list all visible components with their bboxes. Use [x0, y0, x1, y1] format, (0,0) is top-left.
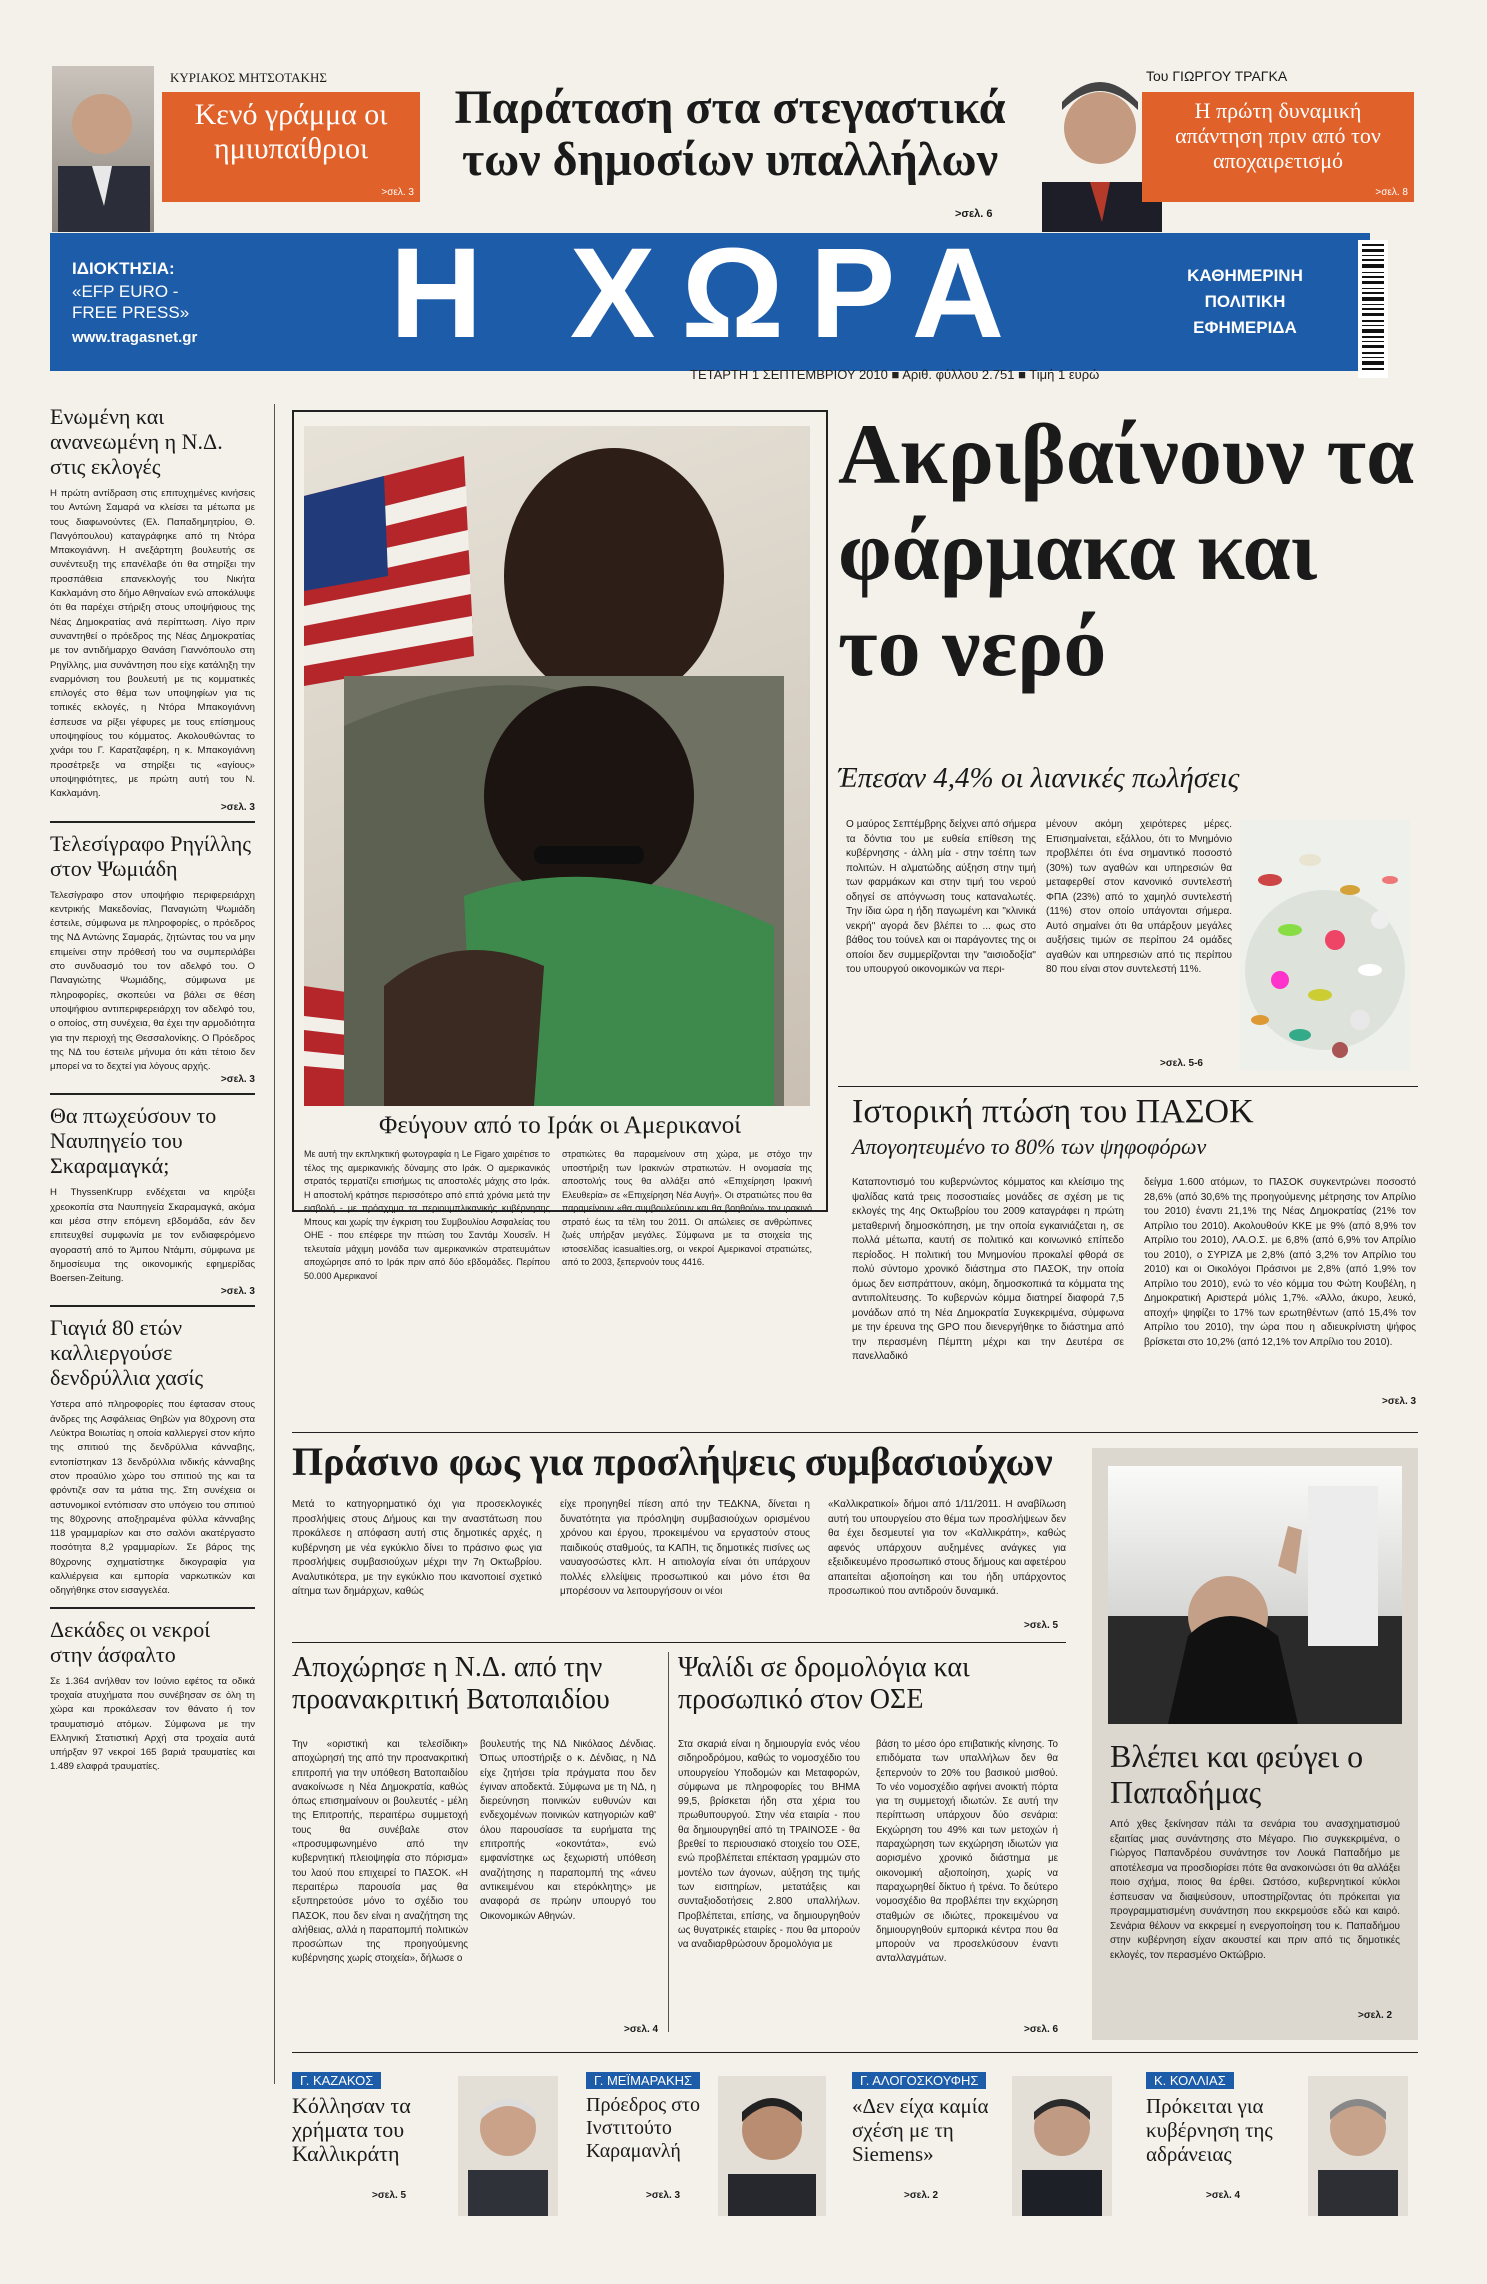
- main-story-col1: Ο μαύρος Σεπτέμβρης δείχνει από σήμερα τα δόντια του με ευθεία επίθεση της κυβέρνησης - άλλη μία - στην τσέπη των πολιτών. Η αλματώδης αύξηση στην τιμή των φαρμάκων και στην τιμή του νερού οδηγεί σε απόγνωση τους καταναλωτές. Την ίδια ώρα η ήδη παγωμένη και "κλινικά νεκρή" αγορά δεν βλέπει το ... φως στο βάθος του τούνελ και οι παράγοντες της οι οποίοι δεν συμμερίζονται την "αισιοδοξία" του υπουργού οικονομικών να περι-: [846, 819, 1036, 975]
- contract-col3: «Καλλικρατικοί» δήμοι από 1/11/2011. Η αναβίλωση αυτή του υπουργείου στο θέμα των προσλήψεων δεν θα έχει δεσμευτεί για τον «Καλλικράτη», καθώς αφενός υπάρχουν αυξημένες ανάγκες για εξειδικευμένο προσωπικό στους δήμους και αφετέρου απαιτείται αξιοποίηση και του ήδη υπάρχοντος προσωπικού που αντιδρούν δυναμικά.: [828, 1499, 1066, 1597]
- ose-col2: βάση το μέσο όρο επιβατικής κίνησης. Το επιδόματα των υπαλλήλων δεν θα ξεπερνούν το 20% του βασικού μισθού. Το νέο νομοσχέδιο αφήνει ανοικτή πόρτα για τη συμμετοχή ιδιωτών. Σε αυτή την περίπτωση υπάρχουν δύο σενάρια: Εκχώρηση του 49% και των μετοχών ή παραχώρηση των εκχώρηση ιδιωτών για αορισμένο χρονικό διάστημα με οικονομική αξιοποίηση, χωρίς να παραχωρηθεί δίκτυο ή τρένα. Το δεύτερο νομοσχέδιο θα προβλέπει την εκχώρηση σταθμών σε ιδιώτες, προκειμένου να δημιουργηθούν εμπορικά κέντρα που θα μπορούν να προσελκύσουν έναντι ανταλλαγμάτων.: [876, 1739, 1058, 1965]
- bottom-author: Κ. ΚΟΛΛΙΑΣ: [1146, 2072, 1234, 2089]
- left-story-title: Γιαγιά 80 ετών καλλιεργούσε δενδρύλλια χασίς: [50, 1315, 204, 1391]
- barcode-icon: [1358, 240, 1388, 378]
- meimarakis-photo: [718, 2076, 826, 2216]
- contract-col2: είχε προηγηθεί πίεση από την ΤΕΔΚΝΑ, δίνεται η δυνατότητα για πρόσληψη συμβασιούχων ορισμένου χρόνου και έργου, προκειμένου να εργαστούν στους παιδικούς σταθμούς, τα ΚΑΠΗ, τις δημοτικές πισίνες ως ναυαγοσώστες κλπ. Η αιτιολογία είναι ότι υπάρχουν πολλές ελλείψεις προσωπικού και μόνο έτσι θα μπορέσουν να λειτουργήσουν οι νέοι: [560, 1499, 810, 1597]
- ose-ref: >σελ. 6: [1024, 2024, 1059, 2035]
- left-story-ref: >σελ. 3: [220, 1286, 255, 1298]
- left-story-body: Η πρώτη αντίδραση στις επιτυχημένες κινήσεις του Αντώνη Σαμαρά να κλείσει τα μέτωπα με τους διαφωνούντες (Ελ. Παπαδημητρίου, Θ. Πανγόπουλου) καταγράφηκε από τη Ντόρα Μπακογιάννη. Η ανεξάρτητη βουλευτής σε συνέντευξη της επανέλαβε ότι θα στηρίξει την προσπάθεια επανεκλογής του Νικήτα Κακλαμάνη στο δήμο Αθηναίων ενώ αποκάλυψε ότι θα παρέχει στήριξη στους υποψήφιους της Νέας Δημοκρατίας ανά περίπτωση. Λίγο πριν συναντηθεί ο πρόεδρος της Νέας Δημοκρατίας με τον αντιδήμαρχο Θανάση Γιαννόπουλο στη Ρηγίλλης, μια συνάντηση που είχε κατάληξη την εναρμόνιση του βουλευτή με τις κομματικές επιλογές στο θέμα των υποψηφίων για τις τοπικές εκλογές, η Ντόρα Μπακογιάννη έσπευσε να ρίξει γέφυρες με τους επίσημους υποψηφίους του κόμματος. Ακολουθώντας το χνάρι του Γ. Καρατζαφέρη, η κ. Μπακογιάννη προσέτρεξε να στηρίξει τις «αγίους» υποψηφιότητες, με πρώτη αυτή του Ν. Κακλαμάνη.: [50, 488, 255, 800]
- papadimas-box[interactable]: [1092, 1448, 1418, 2040]
- pasok-col1: Καταποντισμό του κυβερνώντος κόμματος και κλείσιμο της ψαλίδας κατά τρεις ποσοστιαίες μονάδες σε σχέση με τις εκλογές της 4ης Οκτωβρίου του 2009 καταγράφει η πρώτη μεταθερινή δημοσκόπηση, με την οποία εγκαινιάζεται η, σε πολλά μέτωπα, καυτή σε πολιτικό και κοινωνικό επίπεδο περίοδος. Η πολιτική του Μνημονίου προκαλεί φθορά σε πολύ σύντομο χρονικό διάστημα στο ΠΑΣΟΚ, την οποία όμως δεν εισπράττουν, ακόμη, δημοσκοπικά τα κόμματα της αντιπολίτευσης. Το κυβερνών κόμμα διατηρεί διαφορά 7,5 μονάδων από τη Νέα Δημοκρατία Συγκεκριμένα, σύμφωνα με την έρευνα της GPO που διενεργήθηκε το διάστημα από την περασμένη Πέμπτη μέχρι και την Δευτέρα σε πανελλαδικό: [852, 1177, 1124, 1362]
- left-story-5[interactable]: [50, 1617, 255, 1775]
- portrait-icon: [1308, 2076, 1408, 2216]
- kazakos-photo: [458, 2076, 558, 2216]
- pasok-col2: δείγμα 1.600 ατόμων, το ΠΑΣΟΚ συγκεντρώνει ποσοστό 28,6% (από 30,6% της προηγούμενης μέτρησης τον Απρίλιο του 2010) έναντι 21,1% της Νέας Δημοκρατίας (21% τον Απρίλιο του 2010). Ακολουθούν ΚΚΕ με 9% (από 8,9% τον Απρίλιο του 2010), ΛΑ.Ο.Σ. με 6,8% (από 6,9% τον Απρίλιο του 2010), ο ΣΥΡΙΖΑ με 2,8% (από 3,2% τον Απρίλιο του 2010) και οι Οικολόγοι Πράσινοι με 2,8% (από 1,9% τον Απρίλιο του 2010), ενώ το νέο κόμμα του Φώτη Κουβέλη, η Δημοκρατική Αριστερά μόλις 1,7%. «Άλλο, άκυρο, λευκό, αποχή» ψηφίζει το 17% των ερωτηθέντων (από 15,4% τον Απρίλιο του 2010), την ώρα που η αδιευκρίνιστη ψήφος βρίσκεται στο 10,2% (από 12,1% τον Απρίλιο του 2010).: [1144, 1177, 1416, 1348]
- main-story-ref: >σελ. 5-6: [1160, 1058, 1203, 1069]
- us-flag-icon: [304, 456, 474, 686]
- iraq-photo-frame: [292, 410, 828, 1281]
- top-right-teaser[interactable]: [1142, 92, 1414, 202]
- bottom-title: Κόλλησαν τα χρήματα του Καλλικράτη: [292, 2093, 411, 2166]
- iraq-photo[interactable]: [304, 426, 810, 1106]
- main-headline[interactable]: Ακριβαίνουν τα φάρμακα και το νερό: [838, 406, 1415, 694]
- left-story-body: Τελεσίγραφο στον υποψήφιο περιφερειάρχη κεντρικής Μακεδονίας, Παναγιώτη Ψωμιάδη έστειλε, σύμφωνα με πληροφορίες, ο πρόεδρος της ΝΔ Αντώνης Σαμαράς, ζητώντας του να μην επιμείνει στην πρόθεσή του να συμπεριλάβει στο συνδυασμό του τον αδελφό του. Ο Παναγιώτης Ψωμιάδης, σύμφωνα με πληροφορίες, σκοπεύει να βάλει σε θέση υποψήφιου αντιπεριφερειάρχη τον αδελφό του, ο οποίος, στη συνέχεια, θα έχει την αρμοδιότητα για την περιοχή της Θεσσαλονίκης. Ο Πρόεδρος της ΝΔ του έστειλε μήνυμα ότι κάτι τέτοιο δεν μπορεί να το δεχτεί για λόγους αρχής.: [50, 889, 255, 1073]
- left-story-title: Ενωμένη και ανανεωμένη η Ν.Δ. στις εκλογές: [50, 404, 223, 479]
- dateline: ΤΕΤΑΡΤΗ 1 ΣΕΠΤΕΜΒΡΙΟΥ 2010 ■ Αριθ. φύλλου 2.751 ■ Τιμή 1 ευρώ: [690, 367, 1100, 382]
- left-story-2[interactable]: [50, 831, 255, 1086]
- portrait-icon: [52, 66, 154, 232]
- pasok-subhead: Απογοητευμένο το 80% των ψηφοφόρων: [852, 1134, 1207, 1159]
- top-left-author: ΚΥΡΙΑΚΟΣ ΜΗΤΣΟΤΑΚΗΣ: [170, 70, 327, 85]
- pills-photo: [1240, 820, 1410, 1070]
- top-headline-ref: >σελ. 6: [955, 208, 993, 220]
- top-left-title: Κενό γράμμα οι ημιυπαίθριοι: [194, 98, 388, 165]
- bottom-teaser-3[interactable]: [852, 2070, 1132, 2220]
- portrait-icon: [458, 2076, 558, 2216]
- masthead: [50, 222, 1370, 382]
- top-left-teaser[interactable]: [162, 92, 420, 202]
- tagline: ΚΑΘΗΜΕΡΙΝΗ ΠΟΛΙΤΙΚΗ ΕΦΗΜΕΡΙΔΑ: [1187, 266, 1303, 337]
- bottom-author: Γ. ΜΕΪΜΑΡΑΚΗΣ: [586, 2072, 700, 2089]
- newspaper-title: Η ΧΩΡΑ: [389, 222, 1031, 365]
- website[interactable]: www.tragasnet.gr: [72, 329, 198, 346]
- photo-story-col2: στρατιώτες θα παραμείνουν στη χώρα, με στόχο την υποστήριξη των Ιρακινών στρατιωτών. Η ονομασία της αποστολής τους θα αλλάξει από «Επιχείρηση Ιρακινή Ελευθερία» σε «Επιχείρηση Νέα Αυγή». Οι στρατιώτες που θα παραμείνουν «θα συμβουλεύουν και θα βοηθούν» τον ιρακινό στρατό έως τα τέλη του 2011. Οι απώλειες σε ανθρώπινες ζωές υπήρξαν μεγάλες. Σύμφωνα με τα στοιχεία της ιστοσελίδας icasualties.org, οι νεκροί Αμερικανοί στρατιώτες, από το 2003, ξεπερνούν τους 4416.: [562, 1149, 812, 1267]
- bottom-author: Γ. ΑΛΟΓΟΣΚΟΥΦΗΣ: [852, 2072, 986, 2089]
- main-subhead: Έπεσαν 4,4% οι λιανικές πωλήσεις: [838, 762, 1240, 794]
- left-story-ref: >σελ. 3: [220, 801, 255, 813]
- left-story-body: Υστερα από πληροφορίες που έφτασαν στους άνδρες της Ασφάλειας Θηβών για 80χρονη στα Λεύκτρα Βοιωτίας η οποία καλλιεργεί στον κήπο της σπιτιού της δενδρύλλια κάνναβης, εντοπίστηκαν 13 δενδρύλλια ινδικής κάνναβης στον προαύλιο χώρο του σπιτιού της και τα φρόντιζε σαν τα μάτια της. Στη συνέχεια οι αστυνομικοί εντόπισαν στο υπόγειο του σπιτιού της 80χρονης αποξηραμένα φύλλα κάνναβης 118 γραμμαρίων και στο σαλόνι ακατέργαστο ποσότητα 8,2 γραμμαρίων. Σε βάρος της 80χρονης σχηματίστηκε δικογραφία για καλλιέργεια και εμπορία ναρκωτικών και οδηγήθηκε στον εισαγγελέα.: [50, 1399, 255, 1597]
- pasok-headline[interactable]: Ιστορική πτώση του ΠΑΣΟΚ: [852, 1093, 1254, 1130]
- ownership-label: ΙΔΙΟΚΤΗΣΙΑ:: [72, 259, 175, 278]
- left-story-4[interactable]: [50, 1315, 255, 1598]
- left-story-3[interactable]: [50, 1103, 255, 1297]
- papadimas-headline: Βλέπει και φεύγει ο Παπαδήμας: [1110, 1738, 1364, 1810]
- bottom-ref: >σελ. 4: [1206, 2190, 1241, 2201]
- top-left-ref: >σελ. 3: [381, 187, 414, 198]
- contract-ref: >σελ. 5: [1024, 1620, 1059, 1631]
- left-story-body: Η ThyssenKrupp ενδέχεται να κηρύξει χρεοκοπία στα Ναυπηγεία Σκαραμαγκά, ακόμα και μέσα στην επόμενη εβδομάδα, εάν δεν επιτευχθεί συμφωνία με τον ενδιαφερόμενο αγοραστή από το Άμπου Ντάμπι, σύμφωνα με δημοσίευμα της οικονομικής εφημερίδας Boersen-Zeitung.: [50, 1187, 255, 1285]
- ownership-name: «EFP EURO -FREE PRESS»: [72, 282, 190, 322]
- top-headline[interactable]: Παράταση στα στεγαστικά των δημοσίων υπαλλήλων: [454, 81, 1006, 186]
- papadimas-body: Από χθες ξεκίνησαν πάλι τα σενάρια του ανασχηματισμού εξαιτίας μιας συνάντησης στο Μέγαρο. Πιο συγκεκριμένα, ο Γιώργος Παπανδρέου συνάντησε τον Λουκά Παπαδήμο με αποτέλεσμα να προσδιορίσει πότε θα ανακοινώσει ότι θα αλλάξει ποιο σχήμα, ποιος θα έρθει. Ωστόσο, κυβερνητικοί κύκλοι έσπευσαν να διαψεύσουν, υποστηρίζοντας ότι πρόκειται για προγραμματισμένη συνάντηση που εκκρεμούσε εδώ και καιρό. Σενάρια θέλουν να εκκρεμεί η ενεργοποίηση του κ. Παπαδήμου στην κυβέρνηση είχαν ακουστεί και πριν από τις δημοτικές εκλογές, τον περασμένο Οκτώβριο.: [1110, 1819, 1400, 1961]
- photo-story-col1: Με αυτή την εκπληκτική φωτογραφία η Le Figaro χαιρέτισε το τέλος της αμερικανικής δύναμης στο Ιράκ. Ο αμερικανικός στρατός τερματίζει επισήμως τις αποστολές μάχης στο Ιράκ. Η αποστολή κράτησε περισσότερο από επτά χρόνια μετά την εισβολή - με πρόσχημα τα περιουμπλικανικής κυβέρνησης Μπους και χωρίς την έγκριση του Συμβουλίου Ασφαλείας του ΟΗΕ - που επέφερε την πτώση του Σαντάμ Χουσεΐν. Η τελευταία μάχιμη μονάδα των αμερικανικών στρατευμάτων αποχώρησε από το Ιράκ πριν από δύο εβδομάδες. Περίπου 50.000 Αμερικανοί: [304, 1149, 550, 1281]
- bottom-title: Πρόκειται για κυβέρνηση της αδράνειας: [1146, 2094, 1273, 2166]
- alogoskoufis-photo: [1012, 2076, 1112, 2216]
- bottom-teaser-4[interactable]: [1146, 2070, 1418, 2220]
- mitsotakis-photo: [52, 66, 154, 232]
- left-column: [50, 404, 255, 1775]
- barcode: [1358, 240, 1388, 378]
- bottom-title: «Δεν είχα καμία σχέση με τη Siemens»: [852, 2094, 989, 2166]
- vatopedi-col2: βουλευτής της ΝΔ Νικόλαος Δένδιας. Όπως υποστήριξε ο κ. Δένδιας, η ΝΔ είχε ζητήσει τρία πράγματα που δεν έγιναν αποδεκτά. Σύμφωνα με τη ΝΔ, η διερεύνηση ποινικών ευθυνών και ενδεχομένων ποινικών κατηγοριών καθ' όλου παρουσίασε τα ευρήματα της επιτροπής «οκοντάτα», ενώ εμφανίστηκε ως ξεχωριστή υπόθεση αναζήτησης η παραπομπή της «άνευ αντικειμένου και ετερόκλητης» με αναφορά σε πρώην υπουργό του Οικονομικών Αθηνών.: [480, 1739, 656, 1922]
- bottom-title: Πρόεδρος στο Ινστιτούτο Καραμανλή: [586, 2094, 700, 2162]
- left-story-ref: >σελ. 3: [220, 1074, 255, 1086]
- ose-col1: Στα σκαριά είναι η δημιουργία ενός νέου σιδηροδρόμου, καθώς το νομοσχέδιο του υπουργείου Υποδομών και Μεταφορών, σύμφωνα με πληροφορίες του ΒΗΜΑ 99,5, βρίσκεται ήδη στα χέρια του πρωθυπουργού. Στην νέα εταιρία - που θα δημιουργηθεί από τη ΤΡΑΙΝΟΣΕ - θα βρεθεί το περιουσιακό στοιχείο του ΟΣΕ, ενώ προβλέπεται επέκταση γραμμών στο μοντέλο των άγονων, αύξηση της τιμής των εισιτηρίων, μετατάξεις και συνταξιοδοτήσεις 2.800 υπαλλήλων. Προβλέπεται, επίσης, να δημιουργηθούν ως θυγατρικές εταιρίες - που θα μπορούν να αναδιαρθρώσουν δρομολόγια με: [678, 1739, 860, 1951]
- contract-col1: Μετά το κατηγορηματικό όχι για προσεκλογικές προσλήψεις στους Δήμους και την αναστάτωση που προκάλεσε η απόφαση αυτή στις δημοτικές αρχές, η κυβέρνηση με νέα εγκύκλιο δίνει το πράσινο φως για προσλήψεις συμβασιούχων μέχρι την 7η Οκτωβρίου. Αναλυτικότερα, με την εγκύκλιο που ικανοποιεί σχετικό αίτημα των δημάρχων, καθώς: [292, 1499, 542, 1597]
- kollias-photo: [1308, 2076, 1408, 2216]
- left-story-body: Σε 1.364 ανήλθαν τον Ιούνιο εφέτος τα οδικά τροχαία ατυχήματα που συνέβησαν σε όλη τη χώρα και προκάλεσαν τον θάνατο ή τον τραυματισμό ατόμων. Σύμφωνα με την Ελληνική Στατιστική Αρχή στα τροχαία αυτά υπήρξαν 97 νεκροί 165 βαριά τραυματίες και 1.489 ελαφρά τραυματίες.: [50, 1675, 255, 1773]
- left-story-title: Δεκάδες οι νεκροί στην άσφαλτο: [50, 1616, 211, 1667]
- vatopedi-ref: >σελ. 4: [624, 2024, 659, 2035]
- top-strip: [50, 62, 1416, 232]
- contract-headline[interactable]: Πράσινο φως για προσλήψεις συμβασιούχων: [292, 1439, 1053, 1484]
- papadimas-image: [1108, 1466, 1402, 1724]
- top-right-author: Του ΓΙΩΡΓΟΥ ΤΡΑΓΚΑ: [1146, 68, 1288, 84]
- pasok-ref: >σελ. 3: [1382, 1396, 1417, 1407]
- portrait-icon: [1012, 2076, 1112, 2216]
- ose-headline[interactable]: Ψαλίδι σε δρομολόγια και προσωπικό στον ΟΣΕ: [678, 1652, 970, 1715]
- portrait-icon: [718, 2076, 826, 2216]
- main-story-col2: μένουν ακόμη χειρότερες μέρες. Επισημαίνεται, εξάλλου, ότι το Μνημόνιο προβλέπει ότι ένα σημαντικό ποσοστό (30%) των αγαθών και υπηρεσιών θα μεταφερθεί στον κανονικό συντελεστή ΦΠΑ (23%) από το χαμηλό συντελεστή (11%) στον οποίο υπάγονται σήμερα. Αυτό σημαίνει ότι θα υπάρξουν μεγάλες αυξήσεις τιμών σε περίπου 24 ομάδες αγαθών και υπηρεσιών από τις περίπου 80 που είναι στον συντελεστή 11%.: [1046, 819, 1232, 975]
- papadimas-ref: >σελ. 2: [1358, 2010, 1393, 2021]
- left-story-title: Τελεσίγραφο Ρηγίλλης στον Ψωμιάδη: [50, 830, 252, 881]
- bottom-ref: >σελ. 3: [646, 2190, 681, 2201]
- bottom-teaser-2[interactable]: [586, 2070, 866, 2220]
- top-right-title: Η πρώτη δυναμική απάντηση πριν από τον αποχαιρετισμό: [1175, 98, 1381, 173]
- top-right-ref: >σελ. 8: [1375, 187, 1408, 198]
- bottom-author: Γ. ΚΑΖΑΚΟΣ: [292, 2072, 381, 2089]
- pills-icon: [1240, 820, 1410, 1070]
- bottom-ref: >σελ. 5: [372, 2190, 407, 2201]
- papadimas-photo: [1108, 1466, 1402, 1724]
- vatopedi-headline[interactable]: Αποχώρησε η Ν.Δ. από την προανακριτική Βατοπαιδίου: [292, 1652, 610, 1715]
- left-story-title: Θα πτωχεύσουν το Ναυπηγείο του Σκαραμαγκά;: [50, 1103, 217, 1179]
- photo-caption: Φεύγουν από το Ιράκ οι Αμερικανοί: [379, 1112, 741, 1139]
- bottom-teaser-1[interactable]: [292, 2070, 572, 2220]
- bottom-ref: >σελ. 2: [904, 2190, 939, 2201]
- left-story-1[interactable]: [50, 404, 255, 813]
- vatopedi-col1: Την «οριστική και τελεσίδικη» αποχώρησή της από την προανακριτική επιτροπή για την υπόθεση Βατοπαιδίου ανακοίνωσε η Νέα Δημοκρατία, καθώς όπως επισημαίνουν οι βουλευτές - μέλη της Επιτροπής, περαιτέρω συμμετοχή τους θα συνέβαλε στον «προσυμφωνημένο από την κυβερνητική πλειοψηφία στο πόρισμα» του λαού που επιχειρεί το ΠΑΣΟΚ. «Η περαιτέρω παρουσία μας θα εξυπηρετούσε μόνο το σχέδιο του ΠΑΣΟΚ, που δεν είναι η αναζήτηση της αλήθειας, αλλά η παραπομπή πολιτικών προσώπων της προηγούμενης κυβέρνησης χωρίς στοιχεία», δήλωσε ο: [292, 1739, 468, 1965]
- soldier-embrace-image: [304, 426, 810, 1106]
